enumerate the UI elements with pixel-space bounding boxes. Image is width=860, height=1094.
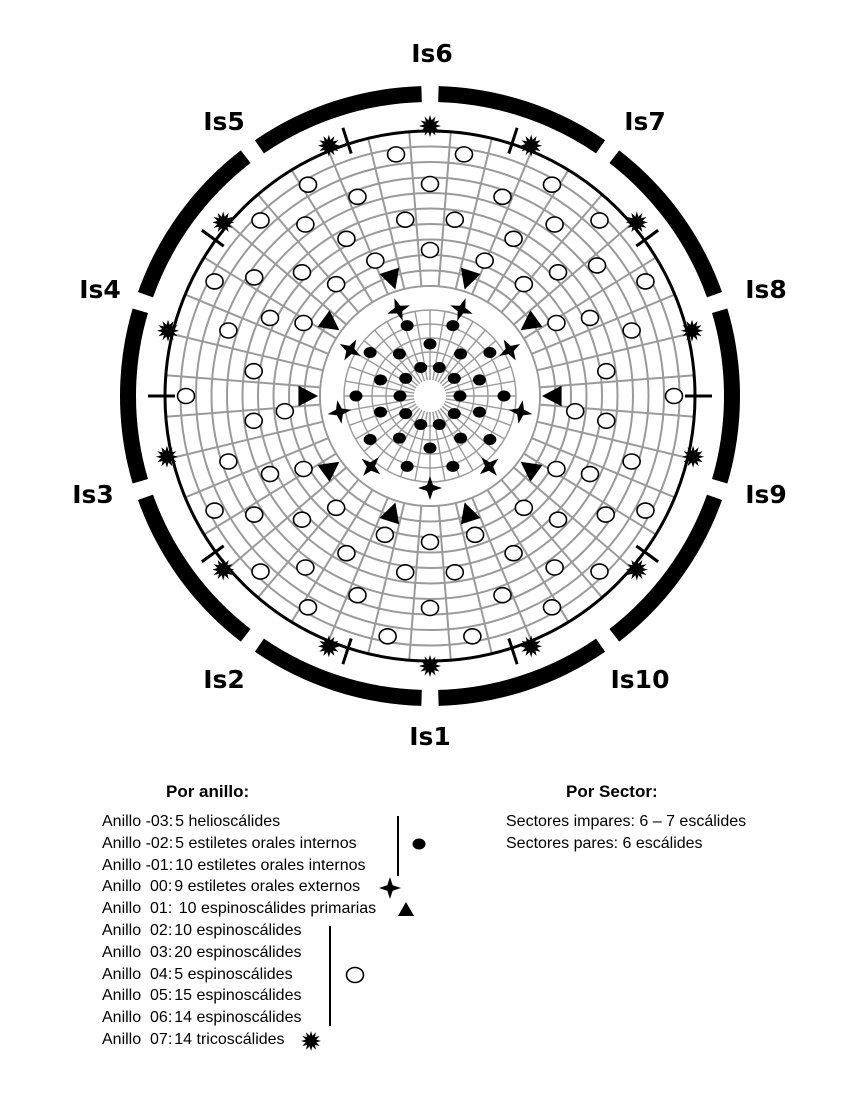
spinoscalid-icon xyxy=(422,601,439,616)
spinoscalid-icon xyxy=(581,467,598,482)
ring-legend-label: Anillo 02: xyxy=(102,922,173,939)
spinoscalid-icon xyxy=(623,323,640,338)
spinoscalid-icon xyxy=(262,310,279,325)
spinoscalid-icon xyxy=(546,217,563,232)
trichoscalid-icon xyxy=(419,115,441,137)
spinoscalid-icon xyxy=(515,500,532,515)
spinoscalid-icon xyxy=(262,467,279,482)
sector-label-is5: Is5 xyxy=(203,107,245,136)
inner-oral-stylet-icon xyxy=(414,362,427,373)
ring-legend-label: Anillo 07: xyxy=(102,1031,173,1048)
inner-oral-stylet-icon xyxy=(394,391,407,402)
sector-tick xyxy=(509,128,517,154)
outer-ring-segment xyxy=(259,645,421,698)
four-point-star-icon xyxy=(378,876,402,900)
outer-ring-segment xyxy=(438,645,600,698)
spinoscalid-icon xyxy=(349,588,366,603)
spinoscalid-icon xyxy=(637,274,654,289)
spinoscalid-icon xyxy=(300,177,317,192)
legend-bracket-oral-stylets xyxy=(397,816,399,876)
sector-legend-text: Sectores pares: 6 escálides xyxy=(506,835,703,852)
sector-label-is8: Is8 xyxy=(745,275,787,304)
inner-oral-stylet-icon xyxy=(446,320,459,331)
ring-legend-text: 5 estiletes orales internos xyxy=(175,834,357,852)
spinoscalid-icon xyxy=(567,404,584,419)
sector-label-is4: Is4 xyxy=(79,275,121,304)
spinoscalid-icon xyxy=(455,147,472,162)
primary-spinoscalid-icon xyxy=(461,268,481,290)
primary-spinoscalid-icon xyxy=(461,503,481,525)
inner-oral-stylet-icon xyxy=(454,348,467,359)
primary-spinoscalid-icon xyxy=(380,503,400,525)
spinoscalid-icon xyxy=(446,212,463,227)
spinoscalid-icon xyxy=(464,629,481,644)
spinoscalid-icon xyxy=(598,364,615,379)
spinoscalid-icon xyxy=(300,600,317,615)
inner-oral-stylet-icon xyxy=(364,434,377,445)
inner-oral-stylet-icon xyxy=(433,362,446,373)
spinoscalid-icon xyxy=(598,413,615,428)
spinoscalid-icon xyxy=(550,512,567,527)
outer-ring-segment xyxy=(128,311,140,482)
inner-oral-stylet-icon xyxy=(473,407,486,418)
spinoscalid-icon xyxy=(376,527,393,542)
spinoscalid-icon xyxy=(252,213,269,228)
outer-ring-segment xyxy=(720,311,732,482)
spinoscalid-icon xyxy=(293,265,310,280)
inner-oral-stylet-icon xyxy=(424,339,437,350)
spinoscalid-icon xyxy=(349,189,366,204)
inner-oral-stylet-icon xyxy=(414,419,427,430)
inner-oral-stylet-icon xyxy=(401,461,414,472)
spinoscalid-icon xyxy=(397,212,414,227)
spinoscalid-icon xyxy=(422,177,439,192)
ring-legend-text: 14 tricoscálides xyxy=(174,1031,285,1048)
spinoscalid-icon xyxy=(297,560,314,575)
mouth-opening xyxy=(416,382,444,410)
ring-legend-label: Anillo 06: xyxy=(102,1009,173,1027)
inner-oral-stylet-icon xyxy=(448,373,461,384)
trichoscalid-icon xyxy=(419,655,441,677)
inner-oral-stylet-icon xyxy=(473,374,486,385)
trichoscalid-icon xyxy=(626,211,648,233)
inner-oral-stylet-icon xyxy=(401,320,414,331)
spinoscalid-icon xyxy=(295,316,312,331)
sector-label-is2: Is2 xyxy=(203,665,245,694)
inner-oral-stylet-icon xyxy=(399,408,412,419)
ring-legend-row xyxy=(102,966,293,984)
sector-label-is10: Is10 xyxy=(610,665,670,694)
inner-oral-stylet-icon xyxy=(393,433,406,444)
spinoscalid-icon xyxy=(220,454,237,469)
legend-title-by-ring: Por anillo: xyxy=(166,782,250,801)
spinoscalid-icon xyxy=(388,147,405,162)
spinoscalid-icon xyxy=(544,600,561,615)
open-circle-icon xyxy=(344,965,366,985)
spinoscalid-icon xyxy=(581,310,598,325)
inner-oral-stylet-icon xyxy=(393,348,406,359)
spinoscalid-icon xyxy=(338,231,355,246)
ring-legend-row xyxy=(102,857,365,875)
spinoscalid-icon xyxy=(276,404,293,419)
spinoscalid-icon xyxy=(338,546,355,561)
primary-spinoscalid-icon xyxy=(542,386,562,407)
legend-title-by-sector: Por Sector: xyxy=(566,782,658,801)
spinoscalid-icon xyxy=(589,258,606,273)
spinoscalid-icon xyxy=(245,413,262,428)
ring-legend-row xyxy=(102,1009,301,1027)
sector-tick xyxy=(509,639,517,665)
ring-legend-label: Anillo 01: xyxy=(102,900,173,918)
spinoscalid-icon xyxy=(476,253,493,268)
ring-legend-text: 5 helioscálides xyxy=(175,813,281,830)
primary-spinoscalid-icon xyxy=(380,268,400,290)
sector-label-is7: Is7 xyxy=(624,107,666,136)
inner-oral-stylet-icon xyxy=(399,373,412,384)
ring-legend-row xyxy=(102,813,280,831)
ring-legend-row xyxy=(102,900,376,918)
ring-legend-row xyxy=(102,1031,285,1049)
spinoscalid-icon xyxy=(206,503,223,518)
ring-legend-text: 5 espinoscálides xyxy=(174,965,293,983)
spinoscalid-icon xyxy=(245,364,262,379)
spinoscalid-icon xyxy=(367,253,384,268)
outer-ring-segment xyxy=(438,94,600,147)
ring-legend-row xyxy=(102,922,301,940)
ring-legend-label: Anillo -02: xyxy=(102,834,174,852)
inner-oral-stylet-icon xyxy=(374,374,387,385)
spinoscalid-icon xyxy=(550,265,567,280)
inner-oral-stylet-icon xyxy=(364,347,377,358)
spinoscalid-icon xyxy=(446,565,463,580)
spinoscalid-icon xyxy=(666,389,683,404)
spinoscalid-icon xyxy=(379,629,396,644)
spinoscalid-icon xyxy=(422,243,439,258)
primary-spinoscalid-icon xyxy=(298,386,318,407)
ring-legend-text: 15 espinoscálides xyxy=(174,987,302,1005)
spinoscalid-icon xyxy=(548,316,565,331)
sector-label-is1: Is1 xyxy=(409,722,451,751)
spinoscalid-icon xyxy=(220,323,237,338)
ring-legend-text: 10 espinoscálides xyxy=(174,922,302,939)
filled-ellipse-icon xyxy=(410,836,428,852)
spinoscalid-icon xyxy=(246,507,263,522)
spinoscalid-icon xyxy=(515,277,532,292)
spinoscalid-icon xyxy=(544,177,561,192)
inner-oral-stylet-icon xyxy=(350,391,363,402)
ring-legend-label: Anillo 05: xyxy=(102,987,173,1005)
ring-legend-row xyxy=(102,987,301,1005)
ring-legend-label: Anillo 04: xyxy=(102,965,173,983)
sector-tick xyxy=(343,639,351,665)
sector-legend-row xyxy=(506,835,703,853)
inner-oral-stylet-icon xyxy=(483,347,496,358)
inner-oral-stylet-icon xyxy=(498,391,511,402)
spinoscalid-icon xyxy=(252,564,269,579)
triangle-icon xyxy=(396,900,416,918)
spinoscalid-icon xyxy=(178,389,195,404)
spinoscalid-icon xyxy=(293,512,310,527)
inner-oral-stylet-icon xyxy=(483,434,496,445)
legend-bracket-spinoscalids xyxy=(329,926,331,1026)
ring-legend-text: 10 espinoscálides primarias xyxy=(174,900,377,918)
sector-legend-row xyxy=(506,813,746,831)
spinoscalid-icon xyxy=(422,535,439,550)
inner-oral-stylet-icon xyxy=(433,419,446,430)
ring-legend-text: 20 espinoscálides xyxy=(174,943,302,961)
outer-ring-segment xyxy=(259,94,421,147)
sector-tick xyxy=(343,128,351,154)
inner-oral-stylet-icon xyxy=(446,461,459,472)
sector-label-is9: Is9 xyxy=(745,480,787,509)
ring-legend-row xyxy=(102,944,301,962)
spinoscalid-icon xyxy=(328,500,345,515)
sector-label-is6: Is6 xyxy=(411,39,453,68)
inner-oral-stylet-icon xyxy=(424,443,437,454)
spinoscalid-icon xyxy=(246,270,263,285)
ring-legend-text: 10 estiletes orales internos xyxy=(175,856,366,874)
sector-legend-text: Sectores impares: 6 – 7 escálides xyxy=(506,813,747,830)
inner-oral-stylet-icon xyxy=(454,391,467,402)
spinoscalid-icon xyxy=(597,507,614,522)
ring-legend-label: Anillo -01: xyxy=(102,856,174,874)
spinoscalid-icon xyxy=(623,454,640,469)
spinoscalid-icon xyxy=(591,564,608,579)
ring-legend-text: 14 espinoscálides xyxy=(174,1009,302,1027)
spinoscalid-icon xyxy=(328,277,345,292)
spinoscalid-icon xyxy=(505,546,522,561)
inner-oral-stylet-icon xyxy=(454,433,467,444)
inner-oral-stylet-icon xyxy=(448,408,461,419)
sector-label-is3: Is3 xyxy=(72,480,114,509)
spinoscalid-icon xyxy=(397,565,414,580)
ring-legend-row xyxy=(102,878,360,896)
spinoscalid-icon xyxy=(467,527,484,542)
spinoscalid-icon xyxy=(494,189,511,204)
inner-oral-stylet-icon xyxy=(374,407,387,418)
spinoscalid-icon xyxy=(637,503,654,518)
spinoscalid-icon xyxy=(591,213,608,228)
radial-grid xyxy=(148,128,712,664)
spinoscalid-icon xyxy=(295,462,312,477)
trichoscalid-icon xyxy=(626,559,648,581)
ring-legend-text: 9 estiletes orales externos xyxy=(174,878,361,896)
spiky-star-icon xyxy=(300,1030,322,1052)
spinoscalid-icon xyxy=(505,231,522,246)
trichoscalid-icon xyxy=(212,211,234,233)
spinoscalid-icon xyxy=(206,274,223,289)
ring-legend-row xyxy=(102,835,357,853)
ring-legend-label: Anillo -03: xyxy=(102,813,174,830)
ring-legend-label: Anillo 03: xyxy=(102,943,173,961)
trichoscalid-icon xyxy=(212,559,234,581)
spinoscalid-icon xyxy=(297,217,314,232)
ring-legend-label: Anillo 00: xyxy=(102,878,173,896)
spinoscalid-icon xyxy=(548,462,565,477)
spinoscalid-icon xyxy=(494,588,511,603)
spinoscalid-icon xyxy=(546,560,563,575)
